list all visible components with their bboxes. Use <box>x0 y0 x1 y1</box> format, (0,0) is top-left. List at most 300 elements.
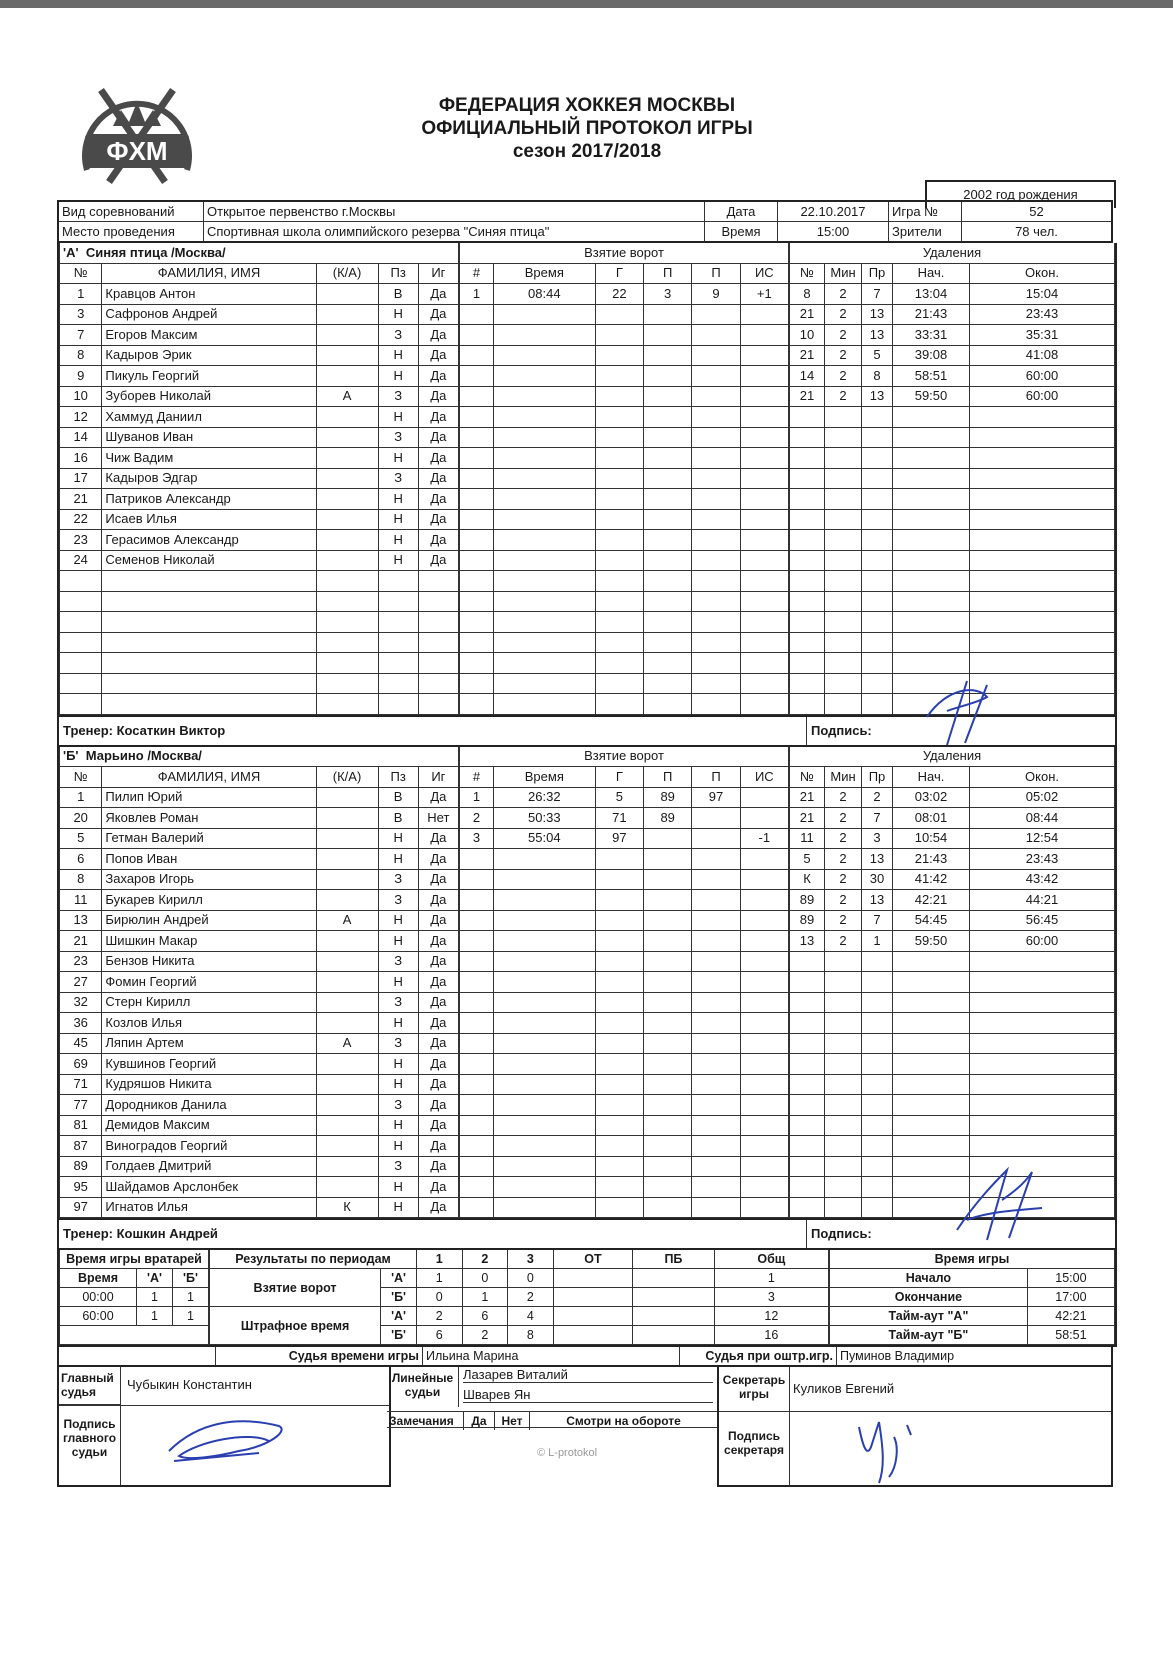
penalty-player <box>790 1177 825 1198</box>
penalty-row <box>790 571 1115 592</box>
goals-a-ot <box>553 1269 633 1288</box>
goal-assist1 <box>644 673 692 694</box>
goal-number <box>460 325 494 346</box>
player-name: Пикуль Георгий <box>102 366 316 387</box>
player-played: Да <box>418 325 458 346</box>
goal-row <box>460 427 789 448</box>
goal-time <box>493 509 595 530</box>
player-played: Да <box>418 1197 458 1218</box>
team-a-marker: 'А' <box>381 1269 417 1288</box>
goal-number <box>460 468 494 489</box>
player-played: Да <box>418 1136 458 1157</box>
goal-is <box>740 787 788 808</box>
player-row <box>60 910 459 931</box>
penalties-title: Удаления <box>790 747 1115 767</box>
timekeeper-name: Ильина Марина <box>423 1347 680 1366</box>
goal-row <box>460 632 789 653</box>
penalty-player <box>790 1033 825 1054</box>
chief-referee-label: Главный судья <box>59 1367 121 1405</box>
penalty-end <box>970 632 1115 653</box>
player-position: Н <box>378 1013 418 1034</box>
penalty-row <box>790 489 1115 510</box>
player-played: Да <box>418 972 458 993</box>
goal-row <box>460 828 789 849</box>
team-b-goals <box>459 747 789 1219</box>
goal-assist2 <box>692 951 740 972</box>
penalty-minutes <box>825 468 862 489</box>
goal-time: 55:04 <box>493 828 595 849</box>
goalie-row-b: 1 <box>173 1307 209 1326</box>
player-row <box>60 931 459 952</box>
player-row <box>60 787 459 808</box>
player-role <box>316 1156 378 1177</box>
penalty-start <box>893 1115 970 1136</box>
player-played: Да <box>418 828 458 849</box>
col-pen-min: Мин <box>825 263 862 284</box>
goal-assist2 <box>692 653 740 674</box>
goal-number <box>460 489 494 510</box>
goal-time <box>493 1013 595 1034</box>
penalty-row <box>790 1136 1115 1157</box>
player-position <box>378 591 418 612</box>
goals-a-p1: 1 <box>417 1269 463 1288</box>
player-position <box>378 673 418 694</box>
federation-title: ФЕДЕРАЦИЯ ХОККЕЯ МОСКВЫ <box>438 95 736 116</box>
col-pen-min: Мин <box>825 767 862 788</box>
penalty-reason <box>862 468 893 489</box>
goal-is <box>740 427 788 448</box>
competition-label: Вид соревнований <box>58 201 204 222</box>
penalty-reason <box>862 550 893 571</box>
penalty-end <box>970 1013 1115 1034</box>
penalty-row <box>790 612 1115 633</box>
goal-assist2 <box>692 366 740 387</box>
goal-assist2 <box>692 550 740 571</box>
player-played <box>418 694 458 715</box>
player-number: 21 <box>60 489 102 510</box>
player-role <box>316 509 378 530</box>
penalty-minutes <box>825 1177 862 1198</box>
player-role <box>316 489 378 510</box>
player-played: Да <box>418 787 458 808</box>
col-pen-reason: Пр <box>862 263 893 284</box>
player-name: Чиж Вадим <box>102 448 316 469</box>
penalty-row <box>790 951 1115 972</box>
summary-section <box>57 1250 1117 1347</box>
goal-assist2 <box>692 694 740 715</box>
penalty-reason <box>862 407 893 428</box>
goal-scorer <box>595 591 643 612</box>
penalty-row <box>790 1033 1115 1054</box>
goal-time <box>493 325 595 346</box>
pen-a-p3: 4 <box>508 1307 554 1326</box>
penalty-reason <box>862 1013 893 1034</box>
player-name: Бензов Никита <box>102 951 316 972</box>
goal-time <box>493 1177 595 1198</box>
goalie-b-col: 'Б' <box>173 1269 209 1288</box>
fhm-logo-icon <box>73 72 201 200</box>
goal-row <box>460 972 789 993</box>
team-b-section <box>57 747 1117 1221</box>
penalty-minutes <box>825 1074 862 1095</box>
player-row <box>60 972 459 993</box>
player-number: 69 <box>60 1054 102 1075</box>
player-row <box>60 828 459 849</box>
player-role <box>316 869 378 890</box>
penalty-minutes <box>825 694 862 715</box>
player-row <box>60 632 459 653</box>
remarks-yes[interactable]: Да <box>464 1412 495 1430</box>
penalty-start <box>893 489 970 510</box>
player-row <box>60 407 459 428</box>
col-pos: Пз <box>378 767 418 788</box>
penalty-start <box>893 468 970 489</box>
player-row <box>60 1136 459 1157</box>
penalty-end <box>970 509 1115 530</box>
player-played: Да <box>418 1054 458 1075</box>
penalty-player <box>790 489 825 510</box>
goal-is <box>740 325 788 346</box>
penalty-minutes: 2 <box>825 284 862 305</box>
penalty-end <box>970 1033 1115 1054</box>
penalty-minutes <box>825 632 862 653</box>
penalty-player <box>790 653 825 674</box>
player-position: З <box>378 992 418 1013</box>
penalty-start <box>893 591 970 612</box>
penalty-row <box>790 653 1115 674</box>
shootout-header: ПБ <box>633 1250 715 1269</box>
penalty-row <box>790 550 1115 571</box>
goal-assist1 <box>644 571 692 592</box>
penalty-row-label: Штрафное время <box>210 1307 381 1345</box>
game-no-label: Игра № <box>889 201 962 222</box>
team-b-roster <box>59 747 459 1219</box>
goal-row <box>460 366 789 387</box>
player-number: 3 <box>60 304 102 325</box>
goal-row <box>460 890 789 911</box>
goal-number <box>460 304 494 325</box>
goal-number <box>460 992 494 1013</box>
goal-assist1 <box>644 407 692 428</box>
goal-time <box>493 1115 595 1136</box>
penalty-end <box>970 653 1115 674</box>
goal-assist1 <box>644 1156 692 1177</box>
goal-scorer <box>595 951 643 972</box>
goal-scorer <box>595 386 643 407</box>
penalty-reason: 13 <box>862 386 893 407</box>
penalty-start <box>893 653 970 674</box>
player-position: З <box>378 386 418 407</box>
penalty-start: 58:51 <box>893 366 970 387</box>
goal-scorer <box>595 345 643 366</box>
goal-time <box>493 972 595 993</box>
time-value: 15:00 <box>778 222 889 243</box>
goal-assist1 <box>644 931 692 952</box>
goal-row <box>460 849 789 870</box>
player-row <box>60 1197 459 1218</box>
penalty-player <box>790 673 825 694</box>
penalty-start <box>893 1074 970 1095</box>
player-played <box>418 591 458 612</box>
coach-label: Тренер: <box>63 1226 113 1241</box>
player-role <box>316 427 378 448</box>
penalty-minutes <box>825 591 862 612</box>
player-role <box>316 828 378 849</box>
goal-row <box>460 1054 789 1075</box>
penalty-reason <box>862 1115 893 1136</box>
player-number: 22 <box>60 509 102 530</box>
penalty-minutes <box>825 550 862 571</box>
goal-is <box>740 910 788 931</box>
goal-time <box>493 910 595 931</box>
penalty-reason <box>862 972 893 993</box>
player-number: 9 <box>60 366 102 387</box>
penalty-reason <box>862 1136 893 1157</box>
pen-a-so <box>633 1307 715 1326</box>
goal-assist2 <box>692 612 740 633</box>
goal-assist2 <box>692 890 740 911</box>
goal-assist2 <box>692 849 740 870</box>
goal-row <box>460 673 789 694</box>
goal-number <box>460 571 494 592</box>
penalty-row <box>790 448 1115 469</box>
penalty-reason: 30 <box>862 869 893 890</box>
player-row <box>60 1095 459 1116</box>
player-number: 10 <box>60 386 102 407</box>
goal-number <box>460 550 494 571</box>
player-role: А <box>316 386 378 407</box>
player-number: 23 <box>60 951 102 972</box>
penalty-reason: 13 <box>862 849 893 870</box>
penalty-player: 14 <box>790 366 825 387</box>
player-played: Да <box>418 427 458 448</box>
player-number: 7 <box>60 325 102 346</box>
player-row <box>60 1054 459 1075</box>
goal-time <box>493 489 595 510</box>
goal-time <box>493 530 595 551</box>
goal-is <box>740 530 788 551</box>
player-position: В <box>378 284 418 305</box>
penalty-end <box>970 1074 1115 1095</box>
goal-time <box>493 1095 595 1116</box>
player-number: 71 <box>60 1074 102 1095</box>
penalty-end: 35:31 <box>970 325 1115 346</box>
penalty-player <box>790 407 825 428</box>
goal-time <box>493 591 595 612</box>
penalty-reason: 13 <box>862 325 893 346</box>
goal-is <box>740 992 788 1013</box>
timekeeper-label: Судья времени игры <box>216 1347 423 1366</box>
goal-assist1 <box>644 386 692 407</box>
goal-scorer <box>595 1095 643 1116</box>
penalty-end: 56:45 <box>970 910 1115 931</box>
goal-row <box>460 787 789 808</box>
player-name <box>102 632 316 653</box>
goal-is: +1 <box>740 284 788 305</box>
goal-scorer <box>595 972 643 993</box>
player-row <box>60 890 459 911</box>
player-name: Захаров Игорь <box>102 869 316 890</box>
goal-number <box>460 427 494 448</box>
penalty-end <box>970 591 1115 612</box>
penalty-row <box>790 366 1115 387</box>
penalty-end: 43:42 <box>970 869 1115 890</box>
goal-scorer <box>595 550 643 571</box>
player-role <box>316 345 378 366</box>
goal-row <box>460 1177 789 1198</box>
player-number: 5 <box>60 828 102 849</box>
player-number: 11 <box>60 890 102 911</box>
goals-a-so <box>633 1269 715 1288</box>
goal-row <box>460 509 789 530</box>
player-name: Демидов Максим <box>102 1115 316 1136</box>
goal-time <box>493 366 595 387</box>
col-pen-end: Окон. <box>970 263 1115 284</box>
player-played: Да <box>418 468 458 489</box>
player-name: Шайдамов Арслонбек <box>102 1177 316 1198</box>
penalty-reason: 3 <box>862 828 893 849</box>
goal-row <box>460 1033 789 1054</box>
goal-time <box>493 1054 595 1075</box>
goal-time <box>493 890 595 911</box>
goal-is <box>740 366 788 387</box>
col-no: № <box>60 263 102 284</box>
player-played: Да <box>418 869 458 890</box>
penalty-minutes <box>825 1115 862 1136</box>
goal-number <box>460 407 494 428</box>
penalty-player <box>790 530 825 551</box>
team-b-coach: Кошкин Андрей <box>116 1226 218 1241</box>
player-played: Да <box>418 1033 458 1054</box>
goal-assist2 <box>692 407 740 428</box>
goal-time <box>493 345 595 366</box>
player-number: 36 <box>60 1013 102 1034</box>
goal-time <box>493 1197 595 1218</box>
player-position: Н <box>378 489 418 510</box>
goal-is <box>740 448 788 469</box>
goal-assist2 <box>692 509 740 530</box>
goal-assist2: 97 <box>692 787 740 808</box>
chief-referee-name: Чубыкин Константин <box>127 1377 252 1392</box>
col-pen-end: Окон. <box>970 767 1115 788</box>
player-position: З <box>378 890 418 911</box>
penalty-reason <box>862 1177 893 1198</box>
player-role <box>316 325 378 346</box>
goalie-row-time: 60:00 <box>60 1307 137 1326</box>
penalty-minutes <box>825 653 862 674</box>
goal-assist1 <box>644 972 692 993</box>
player-position: Н <box>378 972 418 993</box>
penalty-minutes: 2 <box>825 869 862 890</box>
goal-scorer <box>595 869 643 890</box>
goal-scorer <box>595 992 643 1013</box>
team-b-marker: 'Б' <box>381 1288 417 1307</box>
goal-time <box>493 407 595 428</box>
chief-referee-box <box>57 1367 391 1487</box>
venue-label: Место проведения <box>58 222 204 243</box>
team-b-marker: 'Б' <box>381 1326 417 1345</box>
penalty-player <box>790 509 825 530</box>
goal-is <box>740 673 788 694</box>
player-row <box>60 530 459 551</box>
col-pen-no: № <box>790 263 825 284</box>
goal-row <box>460 910 789 931</box>
player-position: Н <box>378 509 418 530</box>
penalty-player: 21 <box>790 386 825 407</box>
goals-title: Взятие ворот <box>460 747 789 767</box>
remarks-no[interactable]: Нет <box>495 1412 530 1430</box>
goal-assist2 <box>692 386 740 407</box>
goal-scorer <box>595 1197 643 1218</box>
scan-top-border <box>0 0 1173 8</box>
penalty-minutes <box>825 1156 862 1177</box>
col-assist1: П <box>644 767 692 788</box>
player-name <box>102 571 316 592</box>
goal-number <box>460 366 494 387</box>
goal-assist2 <box>692 1033 740 1054</box>
goals-b-p1: 0 <box>417 1288 463 1307</box>
penalty-minutes <box>825 509 862 530</box>
penalty-player <box>790 427 825 448</box>
player-role <box>316 694 378 715</box>
player-number <box>60 653 102 674</box>
linesmen-label: Линейные судьи <box>387 1367 459 1407</box>
penalty-end: 44:21 <box>970 890 1115 911</box>
goals-b-ot <box>553 1288 633 1307</box>
penalty-player <box>790 1095 825 1116</box>
goal-assist2 <box>692 1197 740 1218</box>
player-role <box>316 1136 378 1157</box>
penalty-end: 23:43 <box>970 849 1115 870</box>
goal-number <box>460 1136 494 1157</box>
penalty-minutes: 2 <box>825 808 862 829</box>
penalty-player <box>790 1115 825 1136</box>
penalty-row <box>790 530 1115 551</box>
penalty-row <box>790 869 1115 890</box>
player-number: 6 <box>60 849 102 870</box>
player-played <box>418 612 458 633</box>
goal-time <box>493 931 595 952</box>
player-position: В <box>378 787 418 808</box>
penalty-minutes: 2 <box>825 828 862 849</box>
player-number: 8 <box>60 869 102 890</box>
penalty-start <box>893 448 970 469</box>
spectators-value: 78 чел. <box>962 222 1113 243</box>
penalty-end <box>970 489 1115 510</box>
goal-time <box>493 869 595 890</box>
player-role <box>316 612 378 633</box>
goal-is <box>740 509 788 530</box>
goal-time: 26:32 <box>493 787 595 808</box>
player-name: Букарев Кирилл <box>102 890 316 911</box>
penalty-reason <box>862 1197 893 1218</box>
player-row <box>60 1177 459 1198</box>
penalty-row <box>790 386 1115 407</box>
player-role <box>316 1177 378 1198</box>
secretary-label: Секретарь игры <box>722 1373 786 1401</box>
date-label: Дата <box>705 201 778 222</box>
player-position: З <box>378 427 418 448</box>
penalty-start <box>893 1095 970 1116</box>
player-name: Пилип Юрий <box>102 787 316 808</box>
player-row <box>60 1074 459 1095</box>
penalty-start <box>893 1013 970 1034</box>
player-number: 95 <box>60 1177 102 1198</box>
player-position: З <box>378 1033 418 1054</box>
penalty-player: 11 <box>790 828 825 849</box>
signature-label: Подпись: <box>811 1226 872 1241</box>
goal-assist1 <box>644 427 692 448</box>
